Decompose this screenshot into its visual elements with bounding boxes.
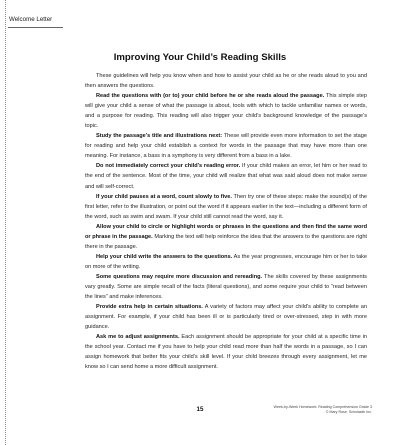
paragraph-lead: If your child pauses at a word, count slowly to five. — [96, 193, 232, 200]
paragraph-text: This simple step will give your child a sense of what the passage is about, tools with which to tackle unfamiliar names or words, and a purpose for reading. This reading will also trigger your child’s background knowledge of the passage’s topic. — [85, 93, 367, 130]
page-title: Improving Your Child’s Reading Skills — [113, 52, 287, 63]
paragraph-lead: Help your child write the answers to the questions. — [96, 253, 233, 260]
paragraph-lead: Provide extra help in certain situations. — [96, 304, 203, 311]
paragraph — [85, 131, 367, 161]
header-rule — [8, 27, 63, 28]
credit-title: Week-by-Week Homework: Reading Comprehension Grade 3 — [273, 405, 372, 409]
paragraph-text: Each assignment should be appropriate for your child at a specific time in the school year. Contact me if you have to help your child read more than half the words in a passage, so I can assign homework that better fits your child’s skill level. If your child breezes through every assignment, let me know so I can send home a more difficult assignment. — [85, 334, 367, 371]
paragraph — [85, 332, 367, 372]
paragraph-lead: Ask me to adjust assignments. — [96, 334, 180, 341]
paragraph-text: These guidelines will help you know when and how to assist your child as he or she reads aloud to you and then answers the questions. — [85, 73, 367, 90]
paragraph — [85, 192, 367, 222]
paragraph — [85, 222, 367, 252]
paragraph-text: A variety of factors may affect your child’s ability to complete an assignment. For example, if your child has been ill or is particularly tired or over-stressed, step in with more guidance. — [85, 304, 367, 331]
paragraph-lead: Some questions may require more discussion and rereading. — [96, 273, 263, 280]
paragraph-lead: Study the passage’s title and illustrations next: — [96, 133, 223, 140]
paragraph — [85, 71, 367, 91]
page-number: 15 — [196, 406, 204, 413]
paragraph-lead: Read the questions with (or to) your child before he or she reads aloud the passage. — [96, 93, 325, 100]
paragraph-text: Marking the text will help reinforce the idea that the answers to the questions are right there in the passage. — [85, 233, 367, 250]
letter-body — [85, 71, 367, 372]
paragraph — [85, 272, 367, 302]
paragraph-text: If your child makes an error, let him or her read to the end of the sentence. Most of the time, your child will realize that what was said aloud does not make sense and will self-correct. — [85, 163, 367, 190]
paragraph-text: The skills covered by these assignments vary greatly. Some are simple recall of the facts (literal questions), and some require your child to “read between the lines” and make inferences. — [85, 273, 367, 301]
paragraph-text: As the year progresses, encourage him or her to take on more of the writing. — [85, 253, 367, 270]
paragraph-text: These will provide even more information to set the stage for reading and help your child establish a context for words in the passage that may have more than one meaning. For instance, a bass in a symphony is very different from a bass in a lake. — [85, 133, 368, 160]
paragraph — [85, 161, 367, 191]
paragraph — [85, 252, 367, 272]
paragraph — [85, 91, 367, 131]
section-label: Welcome Letter — [9, 16, 53, 23]
credit-copyright: © Mary Rose, Scholastic Inc. — [325, 410, 372, 414]
paragraph-text: Then try one of these steps: make the sound(s) of the first letter, refer to the illustration, or point out the word if it appears earlier in the text—including a different form of the word, such as swim and swam. If your child still cannot read the word, say it. — [85, 193, 367, 220]
paragraph-lead: Allow your child to circle or highlight words or phrases in the questions and then find the same word or phrase in the passage. — [85, 223, 367, 240]
paragraph-lead: Do not immediately correct your child’s reading error. — [96, 163, 241, 170]
book-credits — [274, 405, 372, 415]
paragraph — [85, 302, 367, 332]
perforation-dotted-line — [5, 0, 6, 445]
